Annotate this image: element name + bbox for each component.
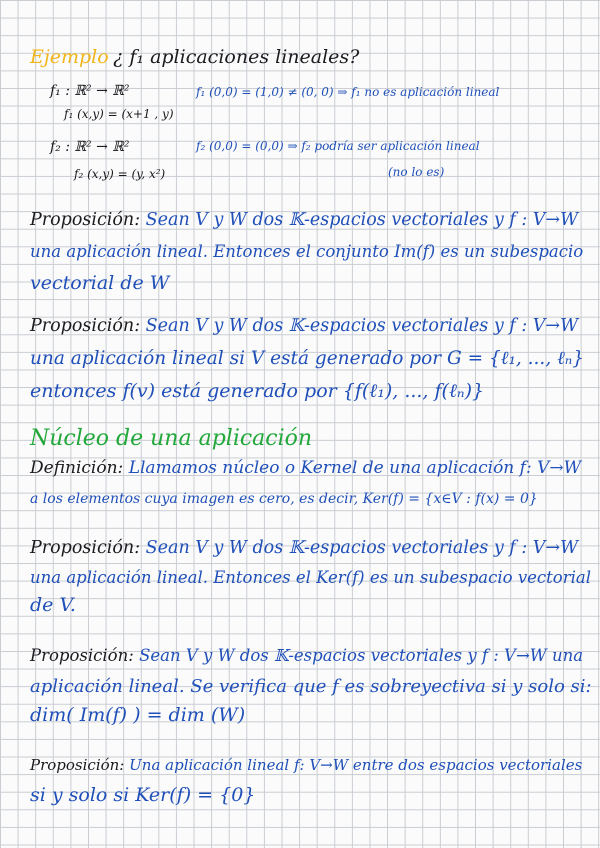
prop4-label: Proposición: xyxy=(30,646,134,665)
prop1-line-3: vectorial de W xyxy=(30,272,170,294)
prop5-text-1: Una aplicación lineal f: V→W entre dos espacios vectoriales xyxy=(129,756,583,774)
definition-line-1 xyxy=(30,460,581,477)
f2-rule: f₂ (x,y) = (y, x²) xyxy=(74,167,166,181)
prop3-text-1: Sean V y W dos 𝕂-espacios vectoriales y f : V→W xyxy=(145,538,579,558)
prop2-label: Proposición: xyxy=(30,316,141,336)
prop5-line-1 xyxy=(30,758,582,773)
f2-definition: f₂ : ℝ² → ℝ² xyxy=(50,139,130,155)
prop1-line-2: una aplicación lineal. Entonces el conjunto Im(f) es un subespacio xyxy=(30,242,584,261)
f1-rule: f₁ (x,y) = (x+1 , y) xyxy=(64,107,174,121)
prop3-label: Proposición: xyxy=(30,538,141,558)
prop4-text-1: Sean V y W dos 𝕂-espacios vectoriales y f : V→W una xyxy=(139,646,584,665)
prop2-line-2: una aplicación lineal si V está generado por G = {ℓ₁, ..., ℓₙ} xyxy=(30,348,585,369)
definition-label: Definición: xyxy=(30,458,124,478)
example-question: ¿ f₁ aplicaciones lineales? xyxy=(113,46,360,68)
prop4-line-2: aplicación lineal. Se verifica que f es sobreyectiva si y solo si: xyxy=(30,676,592,697)
prop2-line-1 xyxy=(30,318,578,336)
prop2-line-3: entonces f(v) está generado por {f(ℓ₁), ..., f(ℓₙ)} xyxy=(30,380,485,402)
f1-check: f₁ (0,0) = (1,0) ≠ (0, 0) ⇒ f₁ no es aplicación lineal xyxy=(196,85,500,99)
prop3-line-3: de V. xyxy=(30,594,76,616)
section-title: Núcleo de una aplicación xyxy=(30,426,313,451)
prop3-line-2: una aplicación lineal. Entonces el Ker(f) es un subespacio vectorial xyxy=(30,568,591,587)
f2-check: f₂ (0,0) = (0,0) ⇒ f₂ podría ser aplicación lineal xyxy=(196,139,480,153)
example-heading xyxy=(30,48,359,67)
example-label: Ejemplo xyxy=(30,46,109,68)
definition-text-1: Llamamos núcleo o Kernel de una aplicación f: V→W xyxy=(128,458,582,478)
prop4-line-3: dim( Im(f) ) = dim (W) xyxy=(30,704,246,726)
prop1-line-1 xyxy=(30,212,578,230)
f2-note: (no lo es) xyxy=(388,165,445,179)
prop3-line-1 xyxy=(30,540,578,558)
prop1-text-1: Sean V y W dos 𝕂-espacios vectoriales y f : V→W xyxy=(145,210,579,230)
f1-definition: f₁ : ℝ² → ℝ² xyxy=(50,83,130,99)
definition-line-2: a los elementos cuya imagen es cero, es decir, Ker(f) = {x∈V : f(x) = 0} xyxy=(30,491,538,507)
prop5-label: Proposición: xyxy=(30,756,125,774)
prop2-text-1: Sean V y W dos 𝕂-espacios vectoriales y f : V→W xyxy=(145,316,579,336)
prop1-label: Proposición: xyxy=(30,210,141,230)
prop4-line-1 xyxy=(30,648,583,665)
prop5-line-2: si y solo si Ker(f) = {0} xyxy=(30,784,256,806)
